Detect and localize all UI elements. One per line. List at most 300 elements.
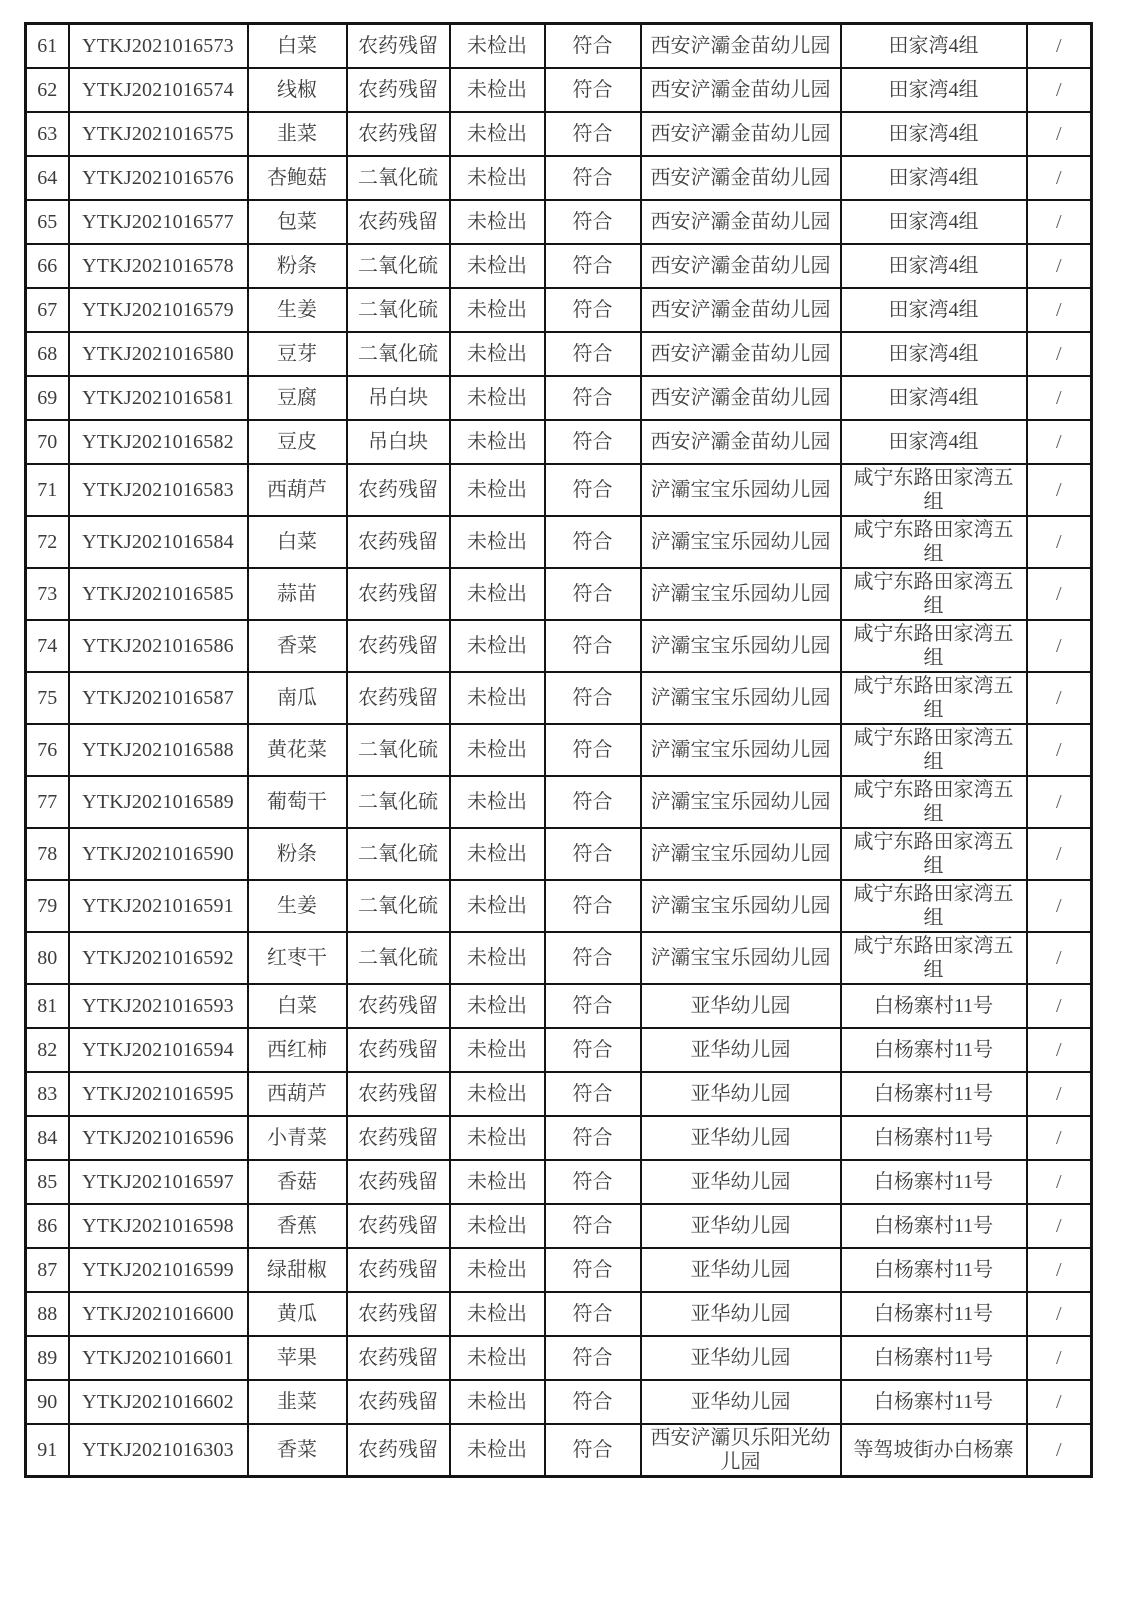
- cell-idx: 82: [26, 1028, 69, 1072]
- cell-item: 农药残留: [347, 1424, 450, 1477]
- cell-result: 未检出: [450, 1424, 545, 1477]
- cell-idx: 86: [26, 1204, 69, 1248]
- cell-id: YTKJ2021016584: [69, 516, 248, 568]
- cell-id: YTKJ2021016587: [69, 672, 248, 724]
- cell-remark: /: [1027, 1248, 1092, 1292]
- cell-result: 未检出: [450, 1248, 545, 1292]
- cell-id: YTKJ2021016592: [69, 932, 248, 984]
- cell-result: 未检出: [450, 672, 545, 724]
- cell-unit: 浐灞宝宝乐园幼儿园: [641, 620, 841, 672]
- cell-address: 田家湾4组: [841, 332, 1027, 376]
- cell-item: 农药残留: [347, 568, 450, 620]
- cell-name: 粉条: [248, 828, 347, 880]
- cell-address: 白杨寨村11号: [841, 1204, 1027, 1248]
- cell-remark: /: [1027, 200, 1092, 244]
- table-row: [26, 1204, 1092, 1248]
- cell-id: YTKJ2021016586: [69, 620, 248, 672]
- cell-name: 白菜: [248, 516, 347, 568]
- cell-unit: 浐灞宝宝乐园幼儿园: [641, 932, 841, 984]
- cell-remark: /: [1027, 880, 1092, 932]
- cell-item: 农药残留: [347, 516, 450, 568]
- cell-result: 未检出: [450, 1380, 545, 1424]
- cell-idx: 77: [26, 776, 69, 828]
- cell-result: 未检出: [450, 200, 545, 244]
- cell-idx: 85: [26, 1160, 69, 1204]
- cell-item: 吊白块: [347, 376, 450, 420]
- table-row: [26, 244, 1092, 288]
- cell-result: 未检出: [450, 1292, 545, 1336]
- cell-unit: 西安浐灞金苗幼儿园: [641, 156, 841, 200]
- cell-conclusion: 符合: [545, 1336, 641, 1380]
- cell-id: YTKJ2021016600: [69, 1292, 248, 1336]
- cell-id: YTKJ2021016303: [69, 1424, 248, 1477]
- cell-unit: 西安浐灞贝乐阳光幼儿园: [641, 1424, 841, 1477]
- cell-remark: /: [1027, 464, 1092, 516]
- table-row: [26, 776, 1092, 828]
- cell-result: 未检出: [450, 1204, 545, 1248]
- cell-name: 生姜: [248, 288, 347, 332]
- cell-idx: 63: [26, 112, 69, 156]
- cell-conclusion: 符合: [545, 420, 641, 464]
- cell-item: 二氧化硫: [347, 288, 450, 332]
- cell-remark: /: [1027, 156, 1092, 200]
- table-row: [26, 112, 1092, 156]
- cell-unit: 浐灞宝宝乐园幼儿园: [641, 516, 841, 568]
- cell-conclusion: 符合: [545, 880, 641, 932]
- cell-address: 田家湾4组: [841, 68, 1027, 112]
- cell-address: 等驾坡街办白杨寨: [841, 1424, 1027, 1477]
- cell-item: 农药残留: [347, 24, 450, 68]
- cell-address: 田家湾4组: [841, 112, 1027, 156]
- cell-conclusion: 符合: [545, 1160, 641, 1204]
- cell-idx: 73: [26, 568, 69, 620]
- cell-remark: /: [1027, 776, 1092, 828]
- cell-id: YTKJ2021016574: [69, 68, 248, 112]
- cell-result: 未检出: [450, 984, 545, 1028]
- cell-conclusion: 符合: [545, 288, 641, 332]
- cell-result: 未检出: [450, 288, 545, 332]
- cell-result: 未检出: [450, 24, 545, 68]
- cell-result: 未检出: [450, 620, 545, 672]
- table-row: [26, 288, 1092, 332]
- cell-id: YTKJ2021016601: [69, 1336, 248, 1380]
- cell-remark: /: [1027, 244, 1092, 288]
- cell-unit: 西安浐灞金苗幼儿园: [641, 288, 841, 332]
- cell-conclusion: 符合: [545, 68, 641, 112]
- cell-unit: 亚华幼儿园: [641, 1204, 841, 1248]
- cell-id: YTKJ2021016590: [69, 828, 248, 880]
- cell-unit: 西安浐灞金苗幼儿园: [641, 376, 841, 420]
- cell-id: YTKJ2021016579: [69, 288, 248, 332]
- cell-result: 未检出: [450, 332, 545, 376]
- cell-name: 线椒: [248, 68, 347, 112]
- cell-remark: /: [1027, 984, 1092, 1028]
- cell-item: 二氧化硫: [347, 156, 450, 200]
- cell-name: 香菜: [248, 620, 347, 672]
- cell-address: 咸宁东路田家湾五组: [841, 932, 1027, 984]
- cell-id: YTKJ2021016599: [69, 1248, 248, 1292]
- cell-conclusion: 符合: [545, 672, 641, 724]
- cell-conclusion: 符合: [545, 1380, 641, 1424]
- cell-address: 白杨寨村11号: [841, 1292, 1027, 1336]
- cell-remark: /: [1027, 1116, 1092, 1160]
- cell-remark: /: [1027, 1204, 1092, 1248]
- table-row: [26, 68, 1092, 112]
- cell-conclusion: 符合: [545, 1204, 641, 1248]
- cell-id: YTKJ2021016602: [69, 1380, 248, 1424]
- table-row: [26, 332, 1092, 376]
- cell-address: 田家湾4组: [841, 420, 1027, 464]
- cell-unit: 亚华幼儿园: [641, 1072, 841, 1116]
- cell-address: 田家湾4组: [841, 200, 1027, 244]
- cell-name: 西葫芦: [248, 1072, 347, 1116]
- cell-unit: 西安浐灞金苗幼儿园: [641, 244, 841, 288]
- cell-remark: /: [1027, 112, 1092, 156]
- cell-id: YTKJ2021016595: [69, 1072, 248, 1116]
- cell-item: 吊白块: [347, 420, 450, 464]
- cell-name: 小青菜: [248, 1116, 347, 1160]
- cell-conclusion: 符合: [545, 568, 641, 620]
- cell-address: 咸宁东路田家湾五组: [841, 672, 1027, 724]
- cell-idx: 91: [26, 1424, 69, 1477]
- cell-result: 未检出: [450, 776, 545, 828]
- cell-conclusion: 符合: [545, 1028, 641, 1072]
- cell-address: 白杨寨村11号: [841, 1336, 1027, 1380]
- cell-conclusion: 符合: [545, 776, 641, 828]
- cell-idx: 80: [26, 932, 69, 984]
- cell-remark: /: [1027, 620, 1092, 672]
- cell-result: 未检出: [450, 464, 545, 516]
- table-row: [26, 516, 1092, 568]
- cell-item: 二氧化硫: [347, 932, 450, 984]
- cell-remark: /: [1027, 288, 1092, 332]
- table-row: [26, 1116, 1092, 1160]
- cell-item: 农药残留: [347, 68, 450, 112]
- table-row: [26, 24, 1092, 68]
- cell-id: YTKJ2021016583: [69, 464, 248, 516]
- cell-unit: 西安浐灞金苗幼儿园: [641, 200, 841, 244]
- cell-idx: 66: [26, 244, 69, 288]
- cell-idx: 90: [26, 1380, 69, 1424]
- cell-id: YTKJ2021016597: [69, 1160, 248, 1204]
- cell-item: 农药残留: [347, 200, 450, 244]
- cell-remark: /: [1027, 568, 1092, 620]
- cell-item: 农药残留: [347, 1028, 450, 1072]
- cell-conclusion: 符合: [545, 932, 641, 984]
- cell-item: 农药残留: [347, 1248, 450, 1292]
- cell-address: 白杨寨村11号: [841, 1072, 1027, 1116]
- cell-name: 杏鲍菇: [248, 156, 347, 200]
- cell-remark: /: [1027, 932, 1092, 984]
- cell-idx: 61: [26, 24, 69, 68]
- cell-id: YTKJ2021016589: [69, 776, 248, 828]
- cell-address: 咸宁东路田家湾五组: [841, 880, 1027, 932]
- cell-item: 农药残留: [347, 1072, 450, 1116]
- cell-remark: /: [1027, 1424, 1092, 1477]
- table-row: [26, 672, 1092, 724]
- cell-address: 白杨寨村11号: [841, 1160, 1027, 1204]
- cell-conclusion: 符合: [545, 200, 641, 244]
- cell-idx: 67: [26, 288, 69, 332]
- cell-item: 二氧化硫: [347, 828, 450, 880]
- cell-name: 生姜: [248, 880, 347, 932]
- cell-idx: 64: [26, 156, 69, 200]
- cell-conclusion: 符合: [545, 24, 641, 68]
- table-row: [26, 932, 1092, 984]
- cell-address: 咸宁东路田家湾五组: [841, 776, 1027, 828]
- table-row: [26, 984, 1092, 1028]
- cell-id: YTKJ2021016581: [69, 376, 248, 420]
- cell-address: 咸宁东路田家湾五组: [841, 724, 1027, 776]
- cell-remark: /: [1027, 828, 1092, 880]
- cell-unit: 西安浐灞金苗幼儿园: [641, 420, 841, 464]
- cell-name: 香菇: [248, 1160, 347, 1204]
- cell-name: 豆芽: [248, 332, 347, 376]
- table-row: [26, 620, 1092, 672]
- cell-address: 咸宁东路田家湾五组: [841, 568, 1027, 620]
- cell-unit: 浐灞宝宝乐园幼儿园: [641, 724, 841, 776]
- cell-remark: /: [1027, 724, 1092, 776]
- cell-name: 南瓜: [248, 672, 347, 724]
- cell-idx: 76: [26, 724, 69, 776]
- cell-name: 香蕉: [248, 1204, 347, 1248]
- cell-unit: 浐灞宝宝乐园幼儿园: [641, 568, 841, 620]
- cell-unit: 浐灞宝宝乐园幼儿园: [641, 828, 841, 880]
- cell-address: 咸宁东路田家湾五组: [841, 516, 1027, 568]
- cell-address: 咸宁东路田家湾五组: [841, 828, 1027, 880]
- cell-result: 未检出: [450, 932, 545, 984]
- cell-result: 未检出: [450, 1116, 545, 1160]
- cell-id: YTKJ2021016582: [69, 420, 248, 464]
- cell-unit: 亚华幼儿园: [641, 1336, 841, 1380]
- cell-remark: /: [1027, 672, 1092, 724]
- cell-result: 未检出: [450, 112, 545, 156]
- cell-item: 农药残留: [347, 1336, 450, 1380]
- cell-unit: 西安浐灞金苗幼儿园: [641, 332, 841, 376]
- cell-conclusion: 符合: [545, 244, 641, 288]
- cell-id: YTKJ2021016577: [69, 200, 248, 244]
- cell-item: 农药残留: [347, 1160, 450, 1204]
- cell-unit: 浐灞宝宝乐园幼儿园: [641, 672, 841, 724]
- cell-idx: 75: [26, 672, 69, 724]
- cell-result: 未检出: [450, 376, 545, 420]
- cell-result: 未检出: [450, 1028, 545, 1072]
- cell-name: 韭菜: [248, 1380, 347, 1424]
- table-row: [26, 464, 1092, 516]
- cell-remark: /: [1027, 516, 1092, 568]
- table-body: [26, 24, 1092, 1477]
- cell-unit: 浐灞宝宝乐园幼儿园: [641, 776, 841, 828]
- cell-item: 二氧化硫: [347, 724, 450, 776]
- cell-idx: 69: [26, 376, 69, 420]
- cell-remark: /: [1027, 1380, 1092, 1424]
- cell-address: 白杨寨村11号: [841, 1248, 1027, 1292]
- cell-unit: 亚华幼儿园: [641, 1160, 841, 1204]
- cell-address: 田家湾4组: [841, 24, 1027, 68]
- cell-result: 未检出: [450, 420, 545, 464]
- cell-name: 西葫芦: [248, 464, 347, 516]
- cell-name: 葡萄干: [248, 776, 347, 828]
- cell-item: 农药残留: [347, 1380, 450, 1424]
- cell-item: 农药残留: [347, 984, 450, 1028]
- cell-idx: 68: [26, 332, 69, 376]
- cell-id: YTKJ2021016578: [69, 244, 248, 288]
- cell-name: 豆皮: [248, 420, 347, 464]
- table-row: [26, 1292, 1092, 1336]
- cell-idx: 79: [26, 880, 69, 932]
- cell-name: 香菜: [248, 1424, 347, 1477]
- cell-conclusion: 符合: [545, 1116, 641, 1160]
- cell-conclusion: 符合: [545, 332, 641, 376]
- table-row: [26, 828, 1092, 880]
- cell-result: 未检出: [450, 1160, 545, 1204]
- cell-address: 田家湾4组: [841, 376, 1027, 420]
- cell-name: 苹果: [248, 1336, 347, 1380]
- table-row: [26, 724, 1092, 776]
- table-row: [26, 376, 1092, 420]
- cell-name: 蒜苗: [248, 568, 347, 620]
- table-row: [26, 1336, 1092, 1380]
- cell-address: 咸宁东路田家湾五组: [841, 620, 1027, 672]
- cell-remark: /: [1027, 1292, 1092, 1336]
- cell-idx: 87: [26, 1248, 69, 1292]
- cell-conclusion: 符合: [545, 112, 641, 156]
- cell-name: 白菜: [248, 24, 347, 68]
- cell-result: 未检出: [450, 568, 545, 620]
- cell-name: 西红柿: [248, 1028, 347, 1072]
- cell-name: 韭菜: [248, 112, 347, 156]
- cell-remark: /: [1027, 1336, 1092, 1380]
- cell-unit: 亚华幼儿园: [641, 1248, 841, 1292]
- cell-name: 红枣干: [248, 932, 347, 984]
- cell-result: 未检出: [450, 68, 545, 112]
- cell-conclusion: 符合: [545, 156, 641, 200]
- cell-remark: /: [1027, 24, 1092, 68]
- cell-item: 农药残留: [347, 1204, 450, 1248]
- cell-address: 田家湾4组: [841, 156, 1027, 200]
- cell-name: 黄花菜: [248, 724, 347, 776]
- table-row: [26, 1248, 1092, 1292]
- table-row: [26, 1072, 1092, 1116]
- cell-address: 白杨寨村11号: [841, 1116, 1027, 1160]
- table-row: [26, 1160, 1092, 1204]
- cell-id: YTKJ2021016576: [69, 156, 248, 200]
- cell-id: YTKJ2021016596: [69, 1116, 248, 1160]
- cell-idx: 78: [26, 828, 69, 880]
- cell-item: 二氧化硫: [347, 776, 450, 828]
- cell-conclusion: 符合: [545, 1424, 641, 1477]
- cell-name: 包菜: [248, 200, 347, 244]
- cell-idx: 62: [26, 68, 69, 112]
- cell-conclusion: 符合: [545, 464, 641, 516]
- cell-conclusion: 符合: [545, 620, 641, 672]
- cell-address: 咸宁东路田家湾五组: [841, 464, 1027, 516]
- cell-idx: 89: [26, 1336, 69, 1380]
- cell-result: 未检出: [450, 1336, 545, 1380]
- cell-id: YTKJ2021016585: [69, 568, 248, 620]
- cell-unit: 亚华幼儿园: [641, 1380, 841, 1424]
- cell-conclusion: 符合: [545, 1248, 641, 1292]
- table-row: [26, 1424, 1092, 1477]
- cell-address: 田家湾4组: [841, 288, 1027, 332]
- cell-result: 未检出: [450, 880, 545, 932]
- cell-result: 未检出: [450, 244, 545, 288]
- cell-item: 二氧化硫: [347, 880, 450, 932]
- cell-conclusion: 符合: [545, 376, 641, 420]
- cell-id: YTKJ2021016575: [69, 112, 248, 156]
- cell-idx: 65: [26, 200, 69, 244]
- cell-remark: /: [1027, 1160, 1092, 1204]
- cell-address: 田家湾4组: [841, 244, 1027, 288]
- table-row: [26, 420, 1092, 464]
- cell-idx: 83: [26, 1072, 69, 1116]
- cell-id: YTKJ2021016573: [69, 24, 248, 68]
- cell-unit: 西安浐灞金苗幼儿园: [641, 112, 841, 156]
- cell-conclusion: 符合: [545, 1292, 641, 1336]
- cell-item: 二氧化硫: [347, 332, 450, 376]
- cell-unit: 西安浐灞金苗幼儿园: [641, 24, 841, 68]
- cell-idx: 84: [26, 1116, 69, 1160]
- cell-id: YTKJ2021016588: [69, 724, 248, 776]
- cell-item: 农药残留: [347, 1116, 450, 1160]
- cell-result: 未检出: [450, 516, 545, 568]
- cell-idx: 74: [26, 620, 69, 672]
- cell-unit: 亚华幼儿园: [641, 1292, 841, 1336]
- cell-id: YTKJ2021016598: [69, 1204, 248, 1248]
- cell-item: 二氧化硫: [347, 244, 450, 288]
- cell-item: 农药残留: [347, 620, 450, 672]
- cell-item: 农药残留: [347, 1292, 450, 1336]
- table-row: [26, 200, 1092, 244]
- cell-id: YTKJ2021016594: [69, 1028, 248, 1072]
- cell-remark: /: [1027, 332, 1092, 376]
- cell-remark: /: [1027, 1028, 1092, 1072]
- cell-unit: 亚华幼儿园: [641, 984, 841, 1028]
- cell-idx: 70: [26, 420, 69, 464]
- cell-id: YTKJ2021016591: [69, 880, 248, 932]
- cell-result: 未检出: [450, 724, 545, 776]
- cell-name: 白菜: [248, 984, 347, 1028]
- cell-conclusion: 符合: [545, 828, 641, 880]
- table-row: [26, 568, 1092, 620]
- cell-item: 农药残留: [347, 464, 450, 516]
- cell-idx: 71: [26, 464, 69, 516]
- cell-item: 农药残留: [347, 672, 450, 724]
- cell-address: 白杨寨村11号: [841, 984, 1027, 1028]
- cell-idx: 81: [26, 984, 69, 1028]
- cell-unit: 亚华幼儿园: [641, 1116, 841, 1160]
- cell-remark: /: [1027, 1072, 1092, 1116]
- cell-idx: 88: [26, 1292, 69, 1336]
- cell-conclusion: 符合: [545, 516, 641, 568]
- cell-address: 白杨寨村11号: [841, 1380, 1027, 1424]
- cell-name: 豆腐: [248, 376, 347, 420]
- cell-unit: 亚华幼儿园: [641, 1028, 841, 1072]
- cell-id: YTKJ2021016593: [69, 984, 248, 1028]
- cell-result: 未检出: [450, 1072, 545, 1116]
- cell-name: 绿甜椒: [248, 1248, 347, 1292]
- cell-id: YTKJ2021016580: [69, 332, 248, 376]
- cell-remark: /: [1027, 68, 1092, 112]
- table-row: [26, 1028, 1092, 1072]
- cell-unit: 西安浐灞金苗幼儿园: [641, 68, 841, 112]
- cell-result: 未检出: [450, 828, 545, 880]
- table-row: [26, 156, 1092, 200]
- cell-conclusion: 符合: [545, 724, 641, 776]
- cell-name: 粉条: [248, 244, 347, 288]
- table-row: [26, 1380, 1092, 1424]
- cell-address: 白杨寨村11号: [841, 1028, 1027, 1072]
